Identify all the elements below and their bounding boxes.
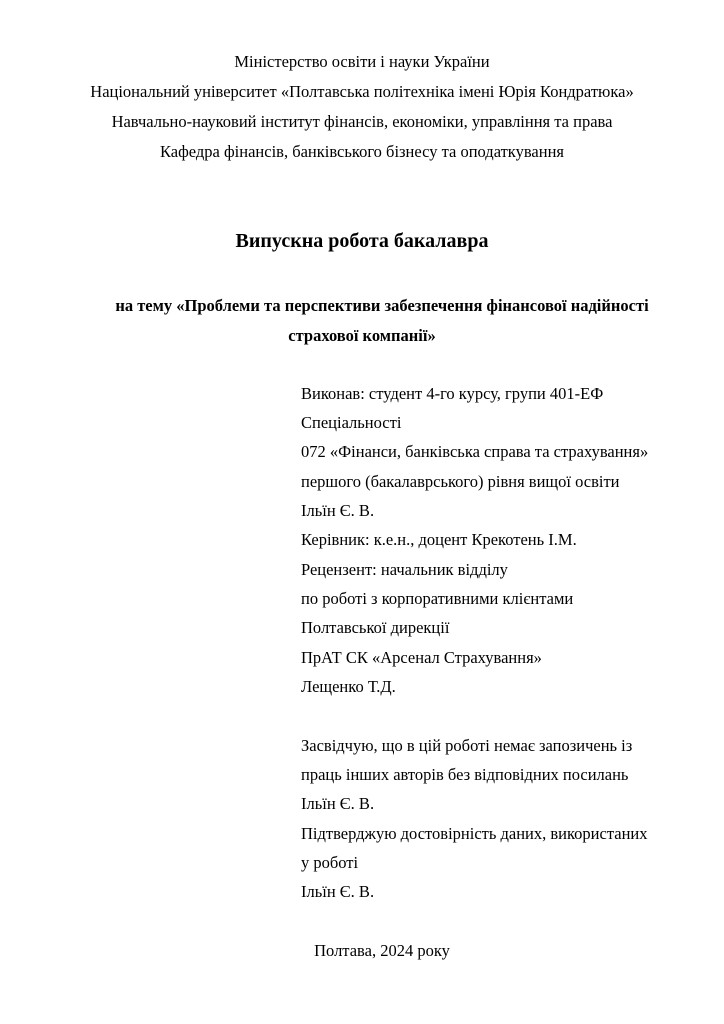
header-department: Кафедра фінансів, банківського бізнесу та оподаткування [159, 142, 564, 161]
info-line: 072 «Фінанси, банківська справа та страхування» [301, 442, 649, 461]
declaration-line: праць інших авторів без відповідних посилань [301, 765, 629, 784]
topic-line-2: страхової компанії» [288, 326, 436, 345]
declaration-line: Ільїн Є. В. [301, 794, 375, 813]
info-line: Лещенко Т.Д. [301, 677, 396, 696]
header-university: Національний університет «Полтавська політехніка імені Юрія Кондратюка» [90, 82, 634, 101]
info-line: Спеціальності [301, 413, 402, 432]
declaration-line: Підтверджую достовірність даних, використаних [301, 824, 648, 843]
info-line: Виконав: студент 4-го курсу, групи 401-ЕФ [301, 384, 604, 403]
footer-city-year: Полтава, 2024 року [314, 941, 450, 960]
info-line: Рецензент: начальник відділу [301, 560, 508, 579]
info-line: першого (бакалаврського) рівня вищої освіти [301, 472, 620, 491]
topic-line-1: на тему «Проблеми та перспективи забезпечення фінансової надійності [115, 296, 649, 315]
info-line: Керівник: к.е.н., доцент Крекотень І.М. [301, 530, 577, 549]
declaration-line: Ільїн Є. В. [301, 882, 375, 901]
info-line: Ільїн Є. В. [301, 501, 375, 520]
info-line: ПрАТ СК «Арсенал Страхування» [301, 648, 542, 667]
declaration-line: Засвідчую, що в цій роботі немає запозичень із [301, 736, 633, 755]
document-title: Випускна робота бакалавра [235, 230, 489, 252]
info-line: по роботі з корпоративними клієнтами [301, 589, 574, 608]
declaration-line: у роботі [301, 853, 359, 872]
header-institute: Навчально-науковий інститут фінансів, економіки, управління та права [111, 112, 613, 131]
header-ministry: Міністерство освіти і науки України [234, 52, 490, 71]
info-line: Полтавської дирекції [301, 618, 450, 637]
